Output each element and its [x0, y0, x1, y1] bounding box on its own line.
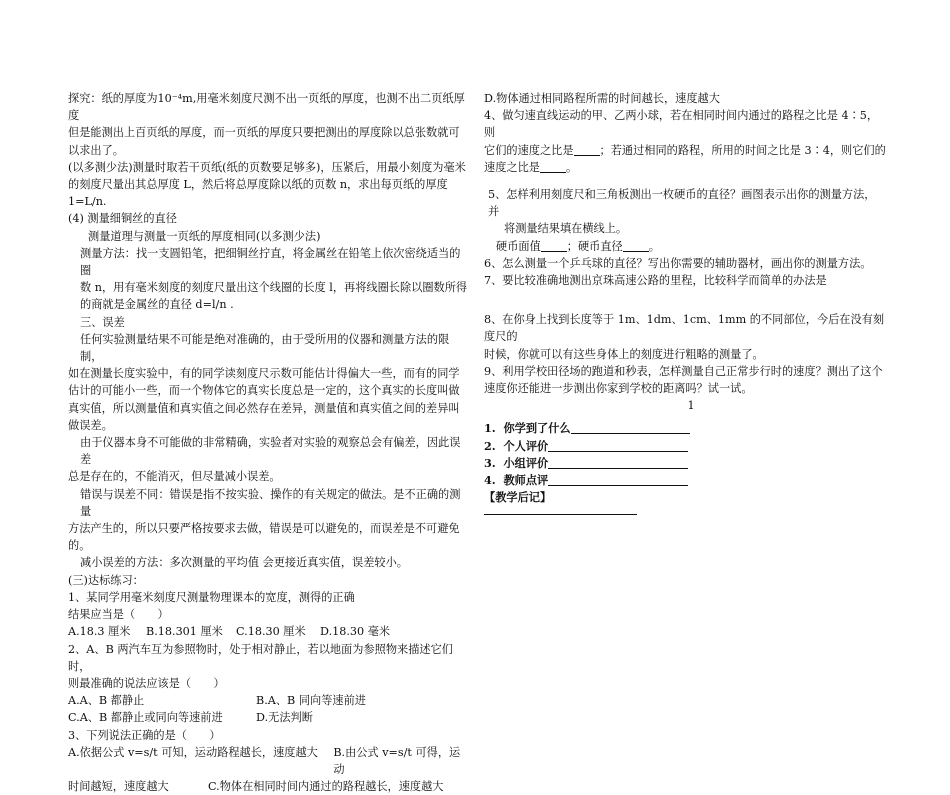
left-text-line: 做误差。 — [68, 418, 113, 432]
left-column — [68, 90, 468, 795]
page-number: 1 — [687, 399, 695, 413]
q5-fill-line — [484, 238, 886, 255]
q8-line-1: 8、在你身上找到长度等于 1m、1dm、1cm、1mm 的不同部位，今后在没有刻度尺的 — [484, 313, 885, 344]
q4-text-a: 它们的速度之比是 — [484, 143, 574, 157]
q5-text-c: 。 — [648, 239, 660, 253]
left-text-line: (4) 测量细铜丝的直径 — [68, 212, 177, 226]
summary-blank-group[interactable] — [548, 455, 688, 469]
q4-line-1: 4、做匀速直线运动的甲、乙两小球，若在相同时间内通过的路程之比是 4∶5，则 — [484, 109, 879, 140]
summary-item-self — [484, 438, 886, 455]
q6-line: 6、怎么测量一个乒乓球的直径？写出你需要的辅助器材，画出你的测量方法。 — [484, 256, 872, 270]
summary-label-teacher: 4. 教师点评 — [484, 473, 549, 488]
q1-option-b: B.18.301 厘米 — [146, 625, 223, 639]
q3-option-b-start: B.由公式 v=s/t 可得，运动 — [333, 745, 461, 776]
left-text-block — [68, 90, 468, 623]
q2-options-row-2 — [68, 709, 468, 726]
q4-line-2 — [484, 142, 886, 159]
q5-line-2: 将测量结果填在横线上。 — [504, 222, 628, 236]
left-text-line: 探究：纸的厚度为10⁻⁴m,用毫米刻度尺测不出一页纸的厚度，也测不出二页纸厚度 — [68, 92, 465, 123]
left-text-line: 的商就是金属丝的直径 d=l/n . — [80, 298, 234, 312]
q1-option-d: D.18.30 毫米 — [320, 625, 391, 639]
left-text-line: 但是能测出上百页纸的厚度，而一页纸的厚度只要把测出的厚度除以总张数就可 — [68, 126, 460, 140]
q2-line-1: 2、A、B 两汽车互为参照物时，处于相对静止，若以地面为参照物来描述它们时， — [68, 642, 453, 673]
summary-item-learned — [484, 420, 886, 437]
left-text-line: (三)达标练习： — [68, 573, 144, 587]
q2-line-2: 则最准确的说法应该是（ ） — [68, 676, 225, 690]
left-text-line: 数 n，用有毫米刻度的刻度尺量出这个线圈的长度 l，再将线圈长除以圈数所得 — [80, 281, 468, 295]
q3-option-b-end: 时间越短，速度越大 — [68, 780, 169, 794]
q5-line-1: 5、怎样利用刻度尺和三角板测出一枚硬币的直径？画图表示出你的测量方法，并 — [488, 188, 876, 219]
q3-line-1 — [68, 744, 468, 778]
q4-line-3 — [484, 159, 886, 176]
q5-text-b: ；硬币直径 — [566, 239, 623, 253]
q4-blank-2[interactable] — [540, 159, 566, 173]
summary-label-group: 3. 小组评价 — [484, 455, 549, 470]
left-text-line: 三、误差 — [80, 315, 125, 329]
q2-option-a: A.A、B 都静止 — [68, 694, 145, 708]
notes-heading: 【教学后记】 — [484, 490, 552, 505]
q2-options-row-1 — [68, 692, 468, 709]
left-text-line: (以多测少法)测量时取若干页纸(纸的页数要足够多)，压紧后，用最小刻度为毫米 — [68, 160, 466, 174]
summary-blank-teacher[interactable] — [548, 472, 688, 486]
q2-option-b: B.A、B 同向等速前进 — [256, 694, 366, 708]
q3-option-d: D.物体通过相同路程所需的时间越长，速度越大 — [484, 92, 720, 105]
summary-label-self: 2. 个人评价 — [484, 438, 549, 453]
q1-option-a: A.18.3 厘米 — [68, 625, 131, 639]
q8-line-2: 时候，你就可以有这些身体上的刻度进行粗略的测量了。 — [484, 347, 764, 361]
left-text-line: 1、某同学用毫米刻度尺测量物理课本的宽度，测得的正确 — [68, 590, 355, 604]
q5-blank-1[interactable] — [541, 238, 567, 252]
left-text-line: 任何实验测量结果不可能是绝对准确的，由于受所用的仪器和测量方法的限制， — [80, 332, 450, 364]
summary-item-teacher — [484, 472, 886, 489]
q3-stem: 3、下列说法正确的是（ ） — [68, 728, 221, 742]
q1-options — [68, 623, 468, 640]
left-text-line: 测量道理与测量一页纸的厚度相同(以多测少法) — [88, 229, 321, 243]
left-text-line: 减小误差的方法：多次测量的平均值 会更接近真实值，误差较小。 — [80, 556, 408, 570]
left-text-line: 的刻度尺量出其总厚度 L，然后将总厚度除以纸的页数 n，求出每页纸的厚度 — [68, 178, 448, 192]
q4-text-b: ；若通过相同的路程，所用的时间之比是 3∶4，则它们的 — [599, 143, 886, 157]
left-text-line: 估计的可能小一些，而一个物体它的真实长度总是一定的，这个真实的长度叫做 — [68, 384, 460, 398]
q3-line-2 — [68, 778, 468, 795]
summary-label-learned: 1. 你学到了什么 — [484, 421, 571, 436]
q5-text-a: 硬币面值 — [496, 239, 541, 253]
right-column — [484, 90, 886, 515]
q9-line-1: 9、利用学校田径场的跑道和秒表，怎样测量自己正常步行时的速度？测出了这个 — [484, 364, 883, 378]
left-text-line: 方法产生的，所以只要严格按要求去做，错误是可以避免的，而误差是不可避免的。 — [68, 522, 460, 553]
summary-blank-self[interactable] — [548, 438, 688, 452]
q2-option-c: C.A、B 都静止或同向等速前进 — [68, 711, 223, 725]
q4-text-d: 。 — [565, 160, 578, 174]
left-text-line: 1=L/n. — [68, 195, 107, 209]
q4-blank-1[interactable] — [574, 142, 600, 156]
q9-line-2: 速度你还能进一步测出你家到学校的距离吗？试一试。 — [484, 382, 753, 396]
left-text-line: 结果应当是（ ） — [68, 608, 169, 622]
q7-line: 7、要比较准确地测出京珠高速公路的里程，比较科学而简单的办法是 — [484, 274, 827, 288]
q2-option-d: D.无法判断 — [256, 711, 313, 725]
left-text-line: 以求出了。 — [68, 143, 124, 157]
left-text-line: 由于仪器本身不可能做的非常精确，实验者对实验的观察总会有偏差，因此误差 — [80, 436, 461, 467]
q3-option-a: A.依据公式 v=s/t 可知，运动路程越长，速度越大 — [68, 745, 318, 759]
q5-blank-2[interactable] — [623, 238, 649, 252]
spacer — [484, 289, 886, 311]
summary-blank-learned[interactable] — [571, 420, 690, 434]
left-text-line: 错误与误差不同：错误是指不按实验、操作的有关规定的做法。是不正确的测量 — [80, 487, 461, 518]
left-text-line: 真实值，所以测量值和真实值之间必然存在差异，测量值和真实值之间的差异叫 — [68, 401, 460, 415]
q1-option-c: C.18.30 厘米 — [236, 625, 306, 639]
spacer — [484, 176, 886, 186]
left-text-line: 测量方法：找一支圆铅笔，把细铜丝拧直，将金属丝在铅笔上依次密绕适当的圈 — [80, 246, 461, 278]
left-text-line: 总是存在的，不能消灭，但尽量减小误差。 — [68, 470, 281, 484]
left-text-line: 如在测量长度实验中，有的同学读刻度尺示数可能估计得偏大一些，而有的同学 — [68, 367, 460, 381]
q3-option-c: C.物体在相同时间内通过的路程越长，速度越大 — [208, 780, 444, 794]
notes-line[interactable] — [484, 506, 637, 515]
q4-text-c: 速度之比是 — [484, 160, 540, 174]
summary-item-group — [484, 455, 886, 472]
